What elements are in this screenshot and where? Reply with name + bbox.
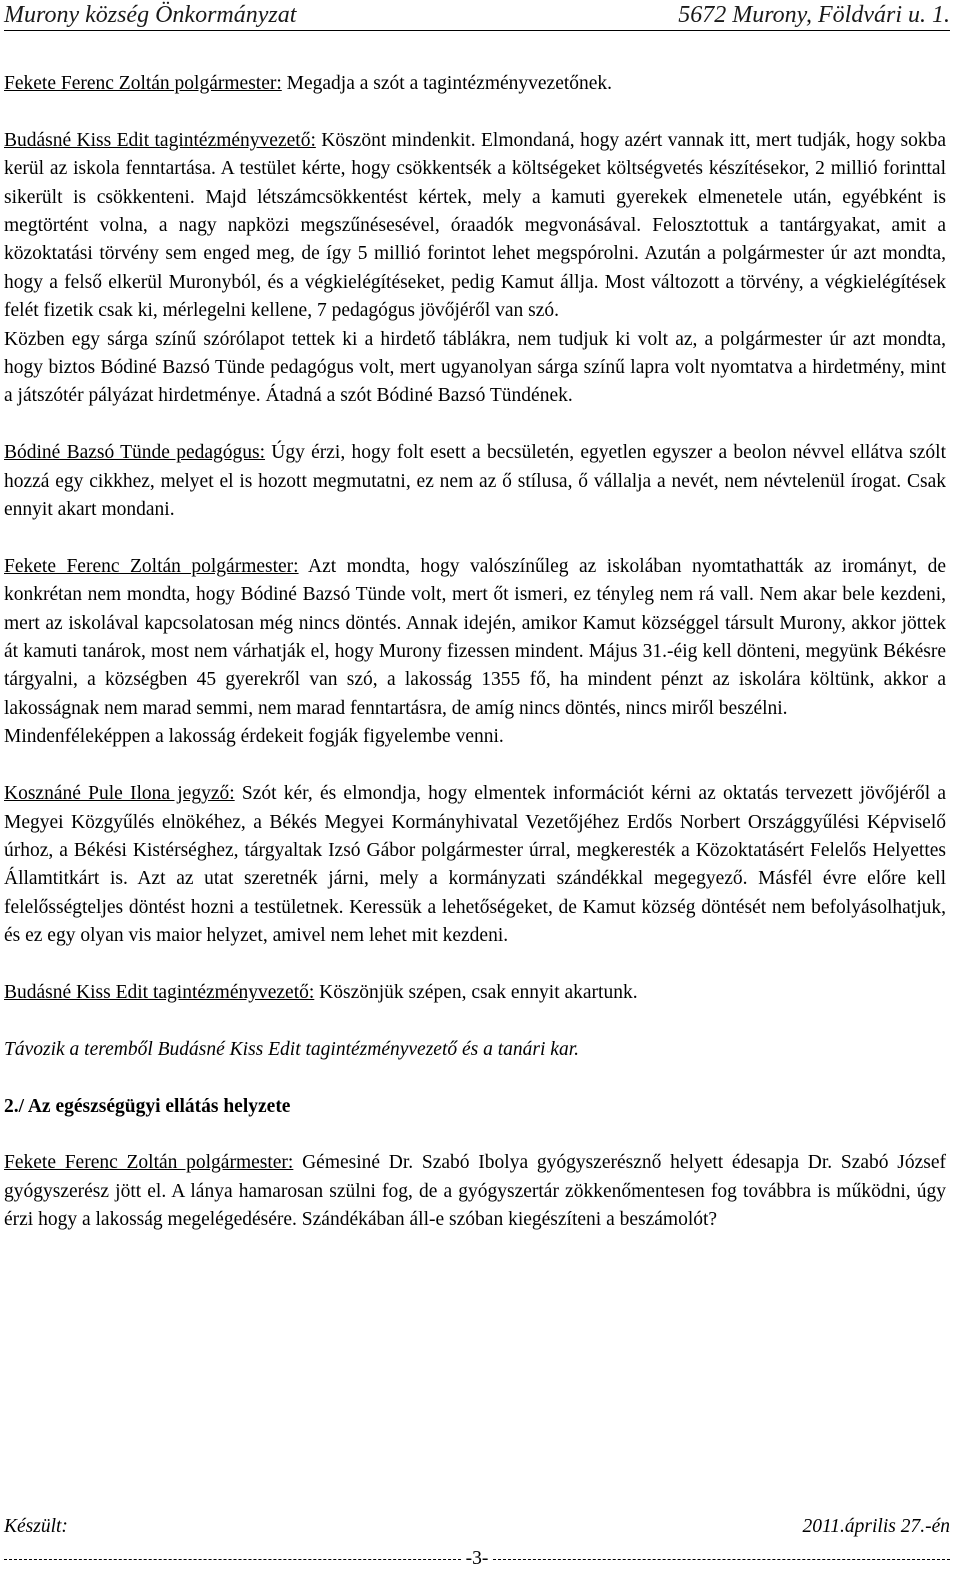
speaker-label: Bódiné Bazsó Tünde pedagógus:: [4, 442, 266, 464]
paragraph-text: Úgy érzi, hogy folt esett a becsületén, egyetlen egyszer a beolon névvel ellátva szólt hozzá egy cikkhez, melyet el is hozott megmutatni, ez nem az ő stílusa, ő vállalja a nevét, nem névtelenül írogat. Csak ennyit akart mondani.: [4, 442, 946, 521]
document-body: [4, 70, 946, 1235]
page-footer: [4, 1516, 950, 1569]
paragraph-mayor-2-cont: [4, 723, 946, 751]
paragraph-text: Gémesiné Dr. Szabó Ibolya gyógyszerésznő helyett édesapja Dr. Szabó József gyógyszerész jött el. A lánya hamarosan szülni fog, de a gyógyszertár zökkenőmentesen fog továbbra is működni, úgy érzi hogy a lakosság megelégedésére. Szándékában áll-e szóban kiegészíteni a beszámolót?: [4, 1152, 947, 1231]
speaker-label: Fekete Ferenc Zoltán polgármester:: [4, 555, 299, 577]
header-address: 5672 Murony, Földvári u. 1.: [678, 2, 950, 28]
section-title: 2./ Az egészségügyi ellátás helyzete: [4, 1095, 291, 1117]
footer-prepared-label: Készült:: [4, 1516, 68, 1537]
speaker-label: Budásné Kiss Edit tagintézményvezető:: [4, 981, 315, 1003]
paragraph-notary: [4, 780, 946, 950]
footer-row: [4, 1516, 950, 1544]
paragraph-text: Mindenféleképpen a lakosság érdekeit fogják figyelembe venni.: [4, 726, 504, 748]
page-header: [4, 0, 950, 31]
page-number: 3: [472, 1548, 482, 1569]
paragraph-text: Azt mondta, hogy valószínűleg az iskolában nyomtathatták az irományt, de konkrétan nem mondta, hogy Bódiné Bazsó Tünde volt, mert őt ismeri, ez tényleg nem rá vall. Nem akar bele kezdeni, mert az iskolával kapcsolatosan még nincs döntés. Annak idején, amikor Kamut községgel társult Murony, akkor jöttek át kamuti tanárok, most nem várhatják el, hogy Murony fizessen mindent. Május 31.-éig kell dönteni, megyünk Békésre tárgyalni, a községben 45 gyerekről van szó, a lakosság 1355 fő, ha mindent pénzt az iskolára költünk, akkor a lakosságnak nem marad semmi, nem marad fenntartásra, de amíg nincs döntés, nincs miről beszélni.: [4, 555, 946, 719]
page-number-row: -3-: [465, 1548, 489, 1569]
paragraph-teacher: [4, 439, 946, 524]
paragraph-mayor-3: [4, 1149, 946, 1234]
paragraph-mayor-1: [4, 70, 946, 98]
paragraph-text: Köszönjük szépen, csak ennyit akartunk.: [314, 981, 638, 1003]
paragraph-text: Köszönt mindenkit. Elmondaná, hogy azért vannak itt, mert tudják, hogy sokba kerül az iskola fenntartása. A testület kérte, hogy csökkentsék a költségeket költségvetés készítésekor, 2 millió forinttal sikerült is csökkenteni. Majd létszámcsökkentést kértek, mely a kamuti gyerekek elmenetele után, egyébként is megtörtént volna, a nagy napközi megszűnésesével, óraadók megvonásával. Felosztottuk a tantárgyakat, amit a közoktatási törvény sem enged meg, de így 5 millió forintot lehet megspórolni. Azután a polgármester úr azt mondta, hogy a felső elkerül Muronyból, és a végkielégítéseket, pedig Kamut állja. Most változott a törvény, a végkielégítések felét fizetik csak ki, mérlegelni kellene, 7 pedagógus jövőjéről van szó.: [4, 129, 946, 322]
paragraph-head-teacher-1-cont: [4, 326, 946, 411]
italic-note: Távozik a teremből Budásné Kiss Edit tagintézményvezető és a tanári kar.: [4, 1038, 579, 1060]
dashed-rule-right: [493, 1559, 950, 1560]
speaker-label: Kosznáné Pule Ilona jegyző:: [4, 783, 235, 805]
paragraph-text: Közben egy sárga színű szórólapot tettek ki a hirdető táblákra, nem tudjuk ki volt az, a polgármester úr azt mondta, hogy biztos Bódiné Bazsó Tünde pedagógus volt, mert ugyanolyan sárga színű lapra volt nyomtatva a hirdetmény, mint a játszótér pályázat hirdetménye. Átadná a szót Bódiné Bazsó Tündének.: [4, 328, 946, 407]
footer-date: 2011.április 27.-én: [802, 1516, 950, 1537]
paragraph-head-teacher-1: [4, 127, 946, 326]
paragraph-mayor-2: [4, 553, 946, 723]
page-number-line: [4, 1546, 950, 1572]
paragraph-text: Megadja a szót a tagintézményvezetőnek.: [281, 73, 613, 94]
speaker-label: Fekete Ferenc Zoltán polgármester:: [4, 1152, 294, 1174]
header-organization: Murony község Önkormányzat: [4, 2, 297, 28]
speaker-label: Fekete Ferenc Zoltán polgármester:: [4, 73, 282, 94]
paragraph-text: Szót kér, és elmondja, hogy elmentek információt kérni az oktatás tervezett jövőjéről a Megyei Közgyűlés elnökéhez, a Békés Megyei Kormányhivatal Vezetőjéhez Erdős Norbert Országgyűlési Képviselő úrhoz, a Békési Kistérséghez, tárgyaltak Izsó Gábor polgármester úrral, megkeresték a Közoktatásért Felelős Helyettes Államtitkárt is. Azt az utat szeretnék járni, mely a kormányzati szándékkal megegyező. Másfél évre előre kell felelősségteljes döntést hozni a testületnek. Keressük a lehetőségeket, de Kamut község döntését nem befolyásolhatjuk, és ez egy olyan vis maior helyzet, amivel nem lehet mit kezdeni.: [4, 783, 946, 947]
speaker-label: Budásné Kiss Edit tagintézményvezető:: [4, 129, 316, 151]
paragraph-head-teacher-2: [4, 979, 946, 1007]
